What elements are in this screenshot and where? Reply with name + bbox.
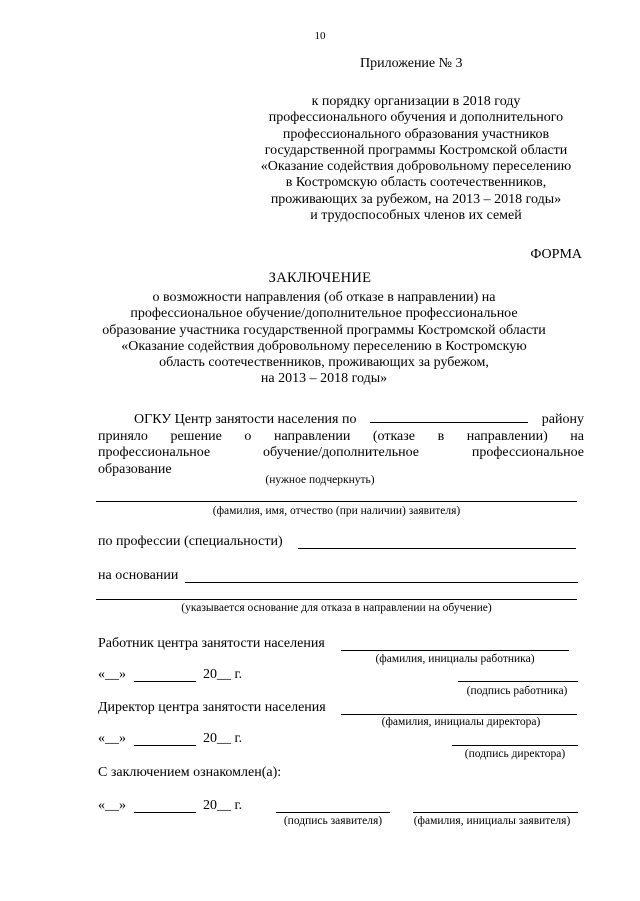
conclusion-line: на 2013 – 2018 годы»	[260, 371, 388, 387]
decision-line-1	[98, 408, 584, 429]
applicant-date-year: 20__ г.	[203, 798, 243, 813]
profession-label: по профессии (специальности)	[98, 534, 283, 549]
applicant-fio-line[interactable]	[96, 501, 577, 502]
worker-label: Работник центра занятости населения	[98, 636, 325, 651]
conclusion-line: «Оказание содействия добровольному переселению в Костромскую	[121, 338, 527, 354]
page-number: 10	[314, 30, 326, 42]
appendix-line: проживающих за рубежом, на 2013 – 2018 годы»	[270, 191, 562, 207]
acquainted-label: С заключением ознакомлен(а):	[98, 765, 282, 780]
decision-line-4: образование	[98, 461, 172, 477]
applicant-fio-sign-line[interactable]	[413, 812, 578, 813]
profession-line[interactable]	[298, 548, 576, 549]
worker-date-day: «__»	[98, 667, 126, 682]
appendix-line: профессионального образования участников	[282, 126, 550, 142]
appendix-description	[246, 94, 586, 224]
district-blank[interactable]	[370, 408, 528, 423]
basis-line-2[interactable]	[96, 599, 577, 600]
applicant-sign-hint: (подпись заявителя)	[283, 815, 383, 827]
director-sign-line[interactable]	[452, 745, 578, 746]
appendix-line: в Костромскую область соотечественников,	[285, 175, 547, 191]
form-label: ФОРМА	[530, 247, 582, 262]
conclusion-line: область соотечественников, проживающих за рубежом,	[159, 355, 489, 371]
applicant-sign-line[interactable]	[276, 812, 390, 813]
basis-label: на основании	[98, 568, 179, 583]
applicant-fio-hint: (фамилия, имя, отчество (при наличии) заявителя)	[212, 505, 461, 517]
basis-line[interactable]	[185, 582, 578, 583]
appendix-line: к порядку организации в 2018 году	[311, 94, 521, 109]
appendix-title: Приложение № 3	[360, 56, 463, 71]
director-sign-hint: (подпись директора)	[464, 748, 566, 760]
reason-hint: (указывается основание для отказа в направлении на обучение)	[181, 602, 492, 614]
applicant-fio-sign-hint: (фамилия, инициалы заявителя)	[413, 815, 571, 827]
worker-fio-hint: (фамилия, инициалы работника)	[375, 653, 535, 665]
appendix-line: «Оказание содействия добровольному переселению	[260, 159, 572, 175]
worker-sign-line[interactable]	[458, 681, 578, 682]
conclusion-title: ЗАКЛЮЧЕНИЕ	[268, 270, 372, 286]
director-fio-line[interactable]	[341, 714, 577, 715]
applicant-date-day: «__»	[98, 798, 126, 813]
director-date-month-line[interactable]	[134, 745, 196, 746]
conclusion-line: образование участника государственной программы Костромской области	[102, 322, 546, 338]
decision-line-2: приняло решение о направлении (отказе в направлении) на	[98, 428, 584, 444]
appendix-line: и трудоспособных членов их семей	[310, 208, 522, 224]
conclusion-subtitle	[84, 290, 564, 388]
appendix-line: государственной программы Костромской области	[264, 142, 568, 158]
decision-paragraph	[98, 408, 584, 478]
worker-date-year: 20__ г.	[203, 667, 243, 682]
employment-center-text: ОГКУ Центр занятости населения по	[134, 412, 357, 427]
worker-date-month-line[interactable]	[134, 681, 196, 682]
worker-sign-hint: (подпись работника)	[466, 685, 568, 697]
director-fio-hint: (фамилия, инициалы директора)	[381, 716, 541, 728]
conclusion-line: профессиональное обучение/дополнительное профессиональное	[130, 306, 518, 322]
appendix-line: профессионального обучения и дополнительного	[268, 110, 564, 126]
director-label: Директор центра занятости населения	[98, 700, 326, 715]
director-date-day: «__»	[98, 731, 126, 746]
underline-hint: (нужное подчеркнуть)	[265, 474, 375, 486]
worker-fio-line[interactable]	[341, 650, 569, 651]
applicant-date-month-line[interactable]	[134, 812, 196, 813]
conclusion-line: о возможности направления (об отказе в направлении) на	[152, 290, 496, 305]
district-label: району	[541, 412, 584, 427]
decision-line-3: профессиональное обучение/дополнительное профессиональное	[98, 445, 584, 460]
director-date-year: 20__ г.	[203, 731, 243, 746]
